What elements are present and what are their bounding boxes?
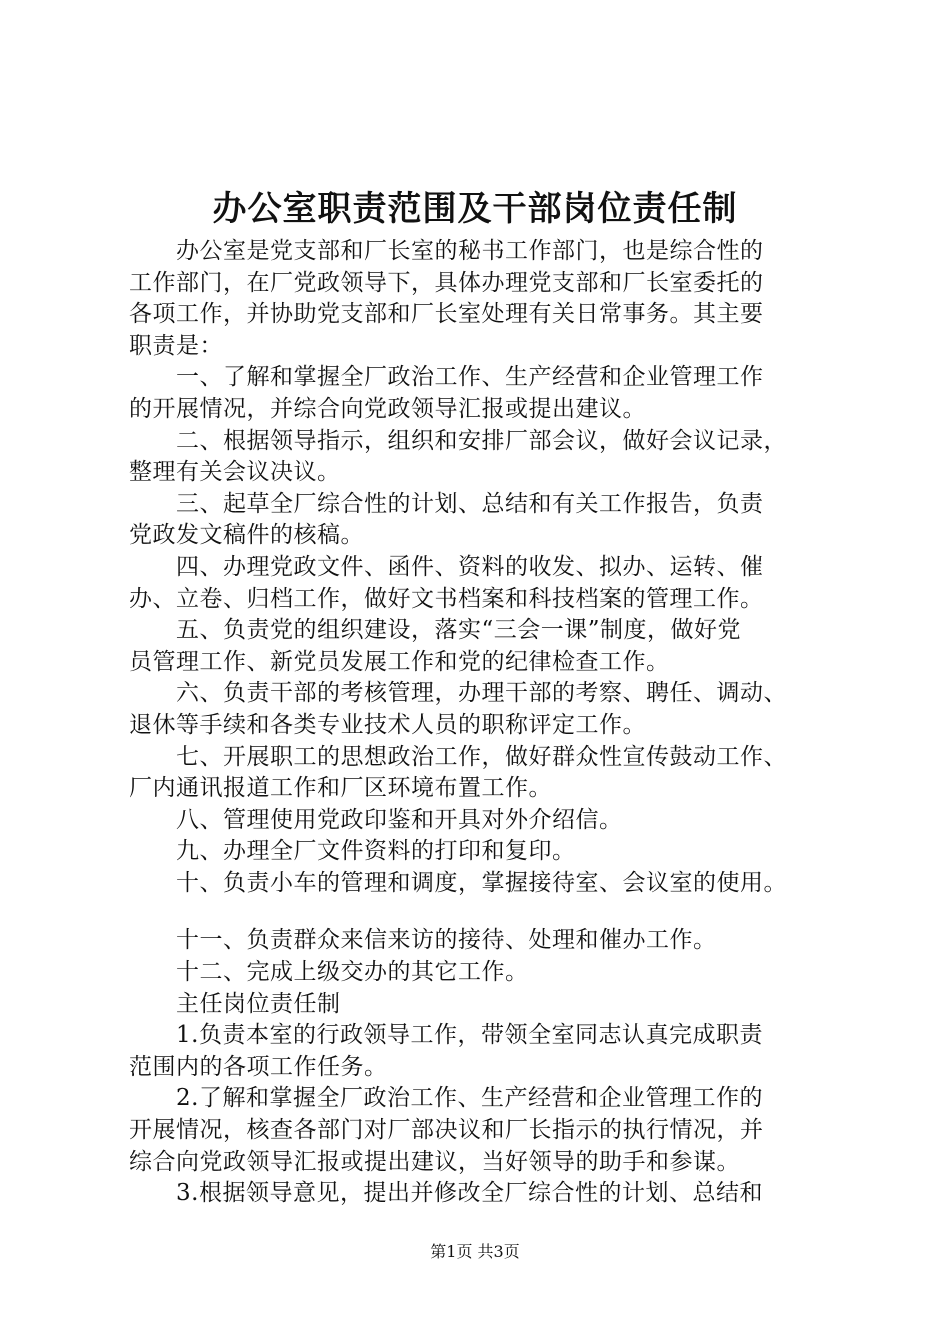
body-line: 整理有关会议决议。 [129,459,341,486]
body-line: 四、办理党政文件、函件、资料的收发、拟办、运转、催 [129,553,764,580]
body-line: 3.根据领导意见，提出并修改全厂综合性的计划、总结和 [129,1180,763,1207]
body-line: 工作部门，在厂党政领导下，具体办理党支部和厂长室委托的 [129,269,764,296]
body-line: 厂内通讯报道工作和厂区环境布置工作。 [129,775,552,802]
body-line: 范围内的各项工作任务。 [129,1053,388,1080]
body-line: 七、开展职工的思想政治工作，做好群众性宣传鼓动工作、 [129,743,787,770]
body-line: 1.负责本室的行政领导工作，带领全室同志认真完成职责 [129,1022,763,1049]
page-number: 第1页 共3页 [430,1242,520,1261]
document-body [129,236,839,1210]
body-line: 开展情况，核查各部门对厂部决议和厂长指示的执行情况，并 [129,1117,764,1144]
section-heading: 主任岗位责任制 [129,990,341,1017]
body-line: 八、管理使用党政印鉴和开具对外介绍信。 [129,806,623,833]
body-line: 职责是： [129,332,223,359]
paragraph-gap [129,899,839,925]
body-line: 一、了解和掌握全厂政治工作、生产经营和企业管理工作 [129,364,764,391]
body-line: 退休等手续和各类专业技术人员的职称评定工作。 [129,711,646,738]
body-line: 十二、完成上级交办的其它工作。 [129,959,529,986]
body-line: 各项工作，并协助党支部和厂长室处理有关日常事务。其主要 [129,301,764,328]
body-line: 办公室是党支部和厂长室的秘书工作部门，也是综合性的 [129,238,764,264]
body-line: 九、办理全厂文件资料的打印和复印。 [129,838,576,865]
body-line: 的开展情况，并综合向党政领导汇报或提出建议。 [129,395,646,422]
body-line: 二、根据领导指示，组织和安排厂部会议，做好会议记录， [129,427,787,454]
body-line: 五、负责党的组织建设，落实“三会一课”制度，做好党 [129,617,742,644]
body-line: 十一、负责群众来信来访的接待、处理和催办工作。 [129,927,717,954]
body-line: 综合向党政领导汇报或提出建议，当好领导的助手和参谋。 [129,1148,740,1175]
body-line: 2.了解和掌握全厂政治工作、生产经营和企业管理工作的 [129,1085,763,1112]
body-line: 六、负责干部的考核管理，办理干部的考察、聘任、调动、 [129,680,787,707]
body-line: 员管理工作、新党员发展工作和党的纪律检查工作。 [129,648,670,675]
body-line: 办、立卷、归档工作，做好文书档案和科技档案的管理工作。 [129,585,764,612]
document-title: 办公室职责范围及干部岗位责任制 [212,189,738,229]
body-line: 党政发文稿件的核稿。 [129,522,364,549]
body-line: 三、起草全厂综合性的计划、总结和有关工作报告，负责 [129,490,764,517]
body-line: 十、负责小车的管理和调度，掌握接待室、会议室的使用。 [129,869,787,896]
